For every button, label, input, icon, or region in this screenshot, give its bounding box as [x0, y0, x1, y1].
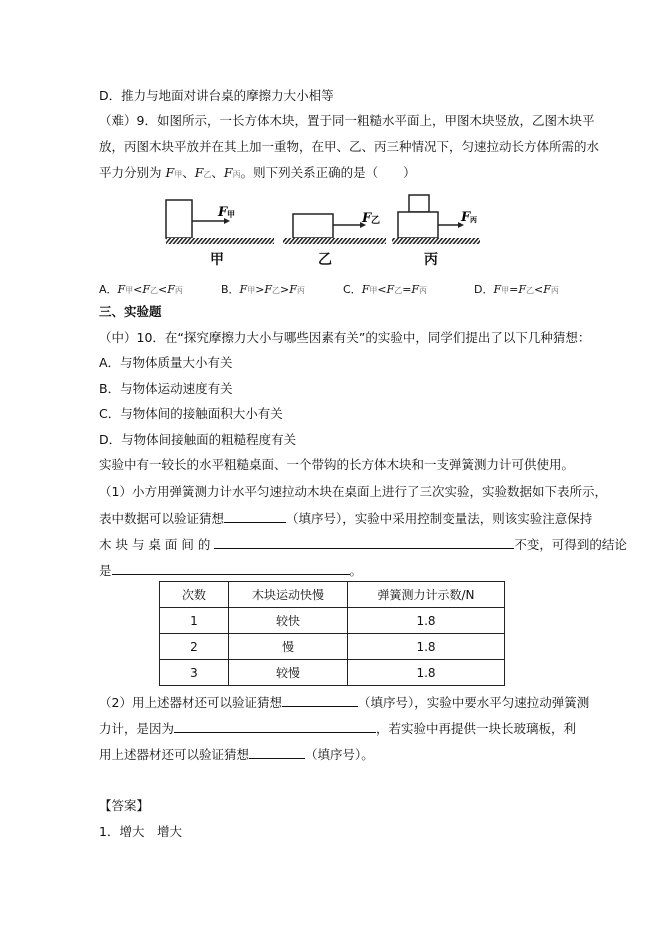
separator: 、	[211, 165, 224, 180]
relation: <	[133, 283, 143, 296]
force-label-yi: F	[362, 211, 372, 226]
force-subscript: 甲	[125, 286, 134, 295]
table-header: 木块运动快慢	[229, 582, 348, 608]
relation: <	[533, 283, 544, 296]
answer-line-1: 1．增大 增大	[99, 824, 182, 839]
answer-blank-conclusion[interactable]	[112, 562, 350, 575]
table-cell: 2	[160, 634, 229, 660]
force-sub-jia: 甲	[227, 210, 235, 219]
force-label-bing: F	[461, 210, 471, 225]
table-header: 弹簧测力计示数/N	[348, 582, 505, 608]
force-subscript: 甲	[247, 286, 256, 295]
vertical-block	[166, 200, 192, 238]
answer-blank-constant[interactable]	[214, 536, 514, 549]
section-title-experiment: 三、实验题	[99, 304, 162, 319]
table-header-row	[160, 582, 505, 608]
answer-blank-guess-3[interactable]	[249, 746, 305, 759]
figure-label-yi: 乙	[318, 252, 332, 268]
force-symbol: F	[386, 283, 395, 296]
q10-guess-d: D．与物体间接触面的粗糙程度有关	[99, 432, 297, 447]
flat-block	[293, 214, 333, 238]
table-row	[160, 634, 505, 660]
ground-hatch	[392, 238, 480, 244]
figure-label-jia: 甲	[210, 252, 224, 268]
force-symbol: F	[543, 283, 551, 296]
figure-label-bing: 丙	[424, 252, 438, 268]
text: ，若实验中再提供一块长玻璃板，利	[376, 721, 577, 736]
text: 表中数据可以验证猜想	[99, 511, 225, 526]
option-letter: B．	[221, 283, 240, 296]
text: 用上述器材还可以验证猜想	[99, 747, 250, 762]
table-cell: 较快	[229, 608, 348, 634]
text: （填序号）。	[305, 747, 374, 762]
force-symbol: F	[194, 165, 204, 180]
q10-guess-a: A．与物体质量大小有关	[99, 355, 233, 370]
relation: <	[158, 283, 168, 296]
text: （填序号），实验中要水平匀速拉动弹簧测	[357, 695, 590, 710]
q10-part1-line4	[99, 562, 362, 579]
table-row	[160, 660, 505, 686]
q10-part1-line1: （1）小方用弹簧测力计水平匀速拉动木块在桌面上进行了三次实验，实验数据如下表所示，	[99, 484, 607, 499]
q9-option-a[interactable]	[99, 281, 183, 297]
text: 不变，可得到的结论	[514, 537, 627, 552]
force-subscript: 丙	[550, 286, 559, 295]
option-letter: A．	[99, 283, 118, 296]
force-subscript: 丙	[419, 286, 428, 295]
relation: >	[280, 283, 290, 296]
q9-line-1: （难）9．如图所示，一长方体木块，置于同一粗糙水平面上，甲图木块竖放，乙图木块平	[99, 113, 595, 128]
experiment-data-table	[159, 581, 505, 686]
force-subscript: 乙	[150, 286, 159, 295]
force-symbol: F	[411, 283, 420, 296]
force-subscript: 乙	[525, 286, 534, 295]
force-symbol: F	[239, 283, 248, 296]
prev-option-d: D．推力与地面对讲台桌的摩擦力大小相等	[99, 88, 334, 103]
relation: >	[255, 283, 265, 296]
table-cell: 较慢	[229, 660, 348, 686]
q10-part2-line3	[99, 746, 374, 763]
ground-hatch	[166, 238, 274, 244]
text: 。	[349, 563, 363, 578]
option-letter: D．	[474, 283, 494, 296]
q9-option-c[interactable]	[343, 281, 427, 297]
q10-guess-c: C．与物体间的接触面积大小有关	[99, 406, 283, 421]
force-sub-bing: 丙	[470, 216, 477, 224]
table-cell: 1.8	[348, 608, 505, 634]
q10-intro: （中）10．在“探究摩擦力大小与哪些因素有关”的实验中，同学们提出了以下几种猜想：	[99, 330, 591, 345]
force-symbol: F	[117, 283, 126, 296]
answer-blank-guess-2[interactable]	[282, 694, 358, 707]
force-subscript: 甲	[501, 286, 510, 295]
q10-part2-line1	[99, 694, 589, 711]
answer-blank-guess[interactable]	[224, 510, 286, 523]
table-cell: 1	[160, 608, 229, 634]
q9-line-3-suffix: 。则下列关系正确的是（ ）	[240, 165, 416, 180]
table-cell: 慢	[229, 634, 348, 660]
force-symbol: F	[361, 283, 370, 296]
answer-title: 【答案】	[99, 798, 150, 813]
text: （2）用上述器材还可以验证猜想	[99, 695, 282, 710]
q9-option-d[interactable]	[474, 281, 559, 297]
force-symbol: F	[167, 283, 175, 296]
force-subscript-bing: 丙	[232, 170, 241, 179]
force-subscript: 丙	[296, 286, 305, 295]
figure-yi	[283, 211, 386, 244]
force-subscript: 丙	[174, 286, 183, 295]
force-symbol: F	[518, 283, 526, 296]
force-subscript-jia: 甲	[174, 170, 183, 179]
q10-equipment: 实验中有一较长的水平粗糙桌面、一个带钩的长方体木块和一支弹簧测力计可供使用。	[99, 457, 575, 472]
figure-jia	[166, 200, 274, 244]
text: 力计，是因为	[99, 721, 175, 736]
force-symbol: F	[223, 165, 233, 180]
force-symbol: F	[264, 283, 273, 296]
force-subscript: 乙	[272, 286, 281, 295]
q9-line-3	[99, 165, 416, 183]
force-subscript: 甲	[369, 286, 378, 295]
flat-block	[398, 212, 438, 238]
force-sub-yi: 乙	[371, 216, 381, 226]
q9-line-2: 放，丙图木块平放并在其上加一重物，在甲、乙、丙三种情况下，匀速拉动长方体所需的水	[99, 139, 600, 154]
table-row	[160, 608, 505, 634]
force-symbol: F	[165, 165, 175, 180]
text: （填序号），实验中采用控制变量法，则该实验注意保持	[286, 511, 593, 526]
text: 是	[99, 563, 112, 578]
force-subscript: 乙	[394, 286, 403, 295]
q10-guess-b: B．与物体运动速度有关	[99, 381, 233, 396]
table-cell: 3	[160, 660, 229, 686]
force-subscript-yi: 乙	[203, 170, 212, 179]
q9-line-3-prefix: 平力分别为	[99, 165, 162, 180]
q10-part1-line3	[99, 536, 627, 553]
friction-block-figure	[160, 192, 480, 247]
ground-hatch	[283, 238, 386, 244]
weight-block	[409, 195, 429, 212]
answer-blank-reason[interactable]	[174, 720, 376, 733]
text: 木 块 与 桌 面 间 的	[99, 537, 211, 552]
figure-bing	[392, 195, 480, 244]
table-header: 次数	[160, 582, 229, 608]
relation: <	[377, 283, 387, 296]
option-letter: C．	[343, 283, 362, 296]
q10-part1-line2	[99, 510, 592, 527]
force-symbol: F	[493, 283, 502, 296]
relation: =	[402, 283, 412, 296]
force-label-jia: F	[218, 205, 228, 220]
table-cell: 1.8	[348, 660, 505, 686]
separator: 、	[182, 165, 195, 180]
table-cell: 1.8	[348, 634, 505, 660]
relation: =	[509, 283, 519, 296]
force-symbol: F	[289, 283, 297, 296]
q10-part2-line2	[99, 720, 576, 737]
q9-option-b[interactable]	[221, 281, 305, 297]
force-symbol: F	[142, 283, 151, 296]
